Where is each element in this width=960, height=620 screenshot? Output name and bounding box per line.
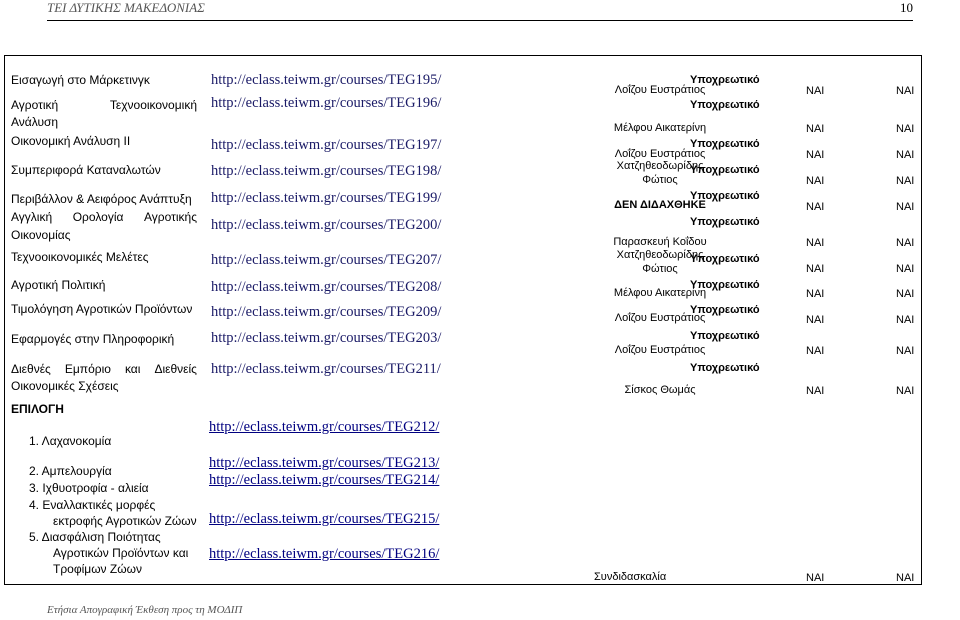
course-link[interactable]: http://eclass.teiwm.gr/courses/TEG196/ (211, 95, 442, 111)
yes-value: ΝΑΙ (896, 263, 915, 275)
course-link[interactable]: http://eclass.teiwm.gr/courses/TEG214/ (209, 472, 440, 488)
elective-item: 5. Διασφάλιση Ποιότητας (29, 530, 161, 544)
course-link[interactable]: http://eclass.teiwm.gr/courses/TEG211/ (211, 361, 441, 377)
selection-title: ΕΠΙΛΟΓΗ (11, 402, 64, 416)
professor: Λοΐζου Ευστράτιος (614, 312, 706, 324)
elective-item: 2. Αμπελουργία (29, 464, 112, 478)
course-name: Αγροτική Πολιτική (11, 278, 106, 292)
professor: Λοΐζου Ευστράτιος (614, 148, 706, 160)
course-type: Υποχρεωτικό (690, 330, 760, 342)
professor: Σίσκος Θωμάς (624, 384, 696, 396)
elective-item: 1. Λαχανοκομία (29, 434, 112, 448)
yes-value: ΝΑΙ (806, 288, 825, 300)
elective-item-line: Τροφίμων Ζώων (53, 562, 142, 576)
course-link[interactable]: http://eclass.teiwm.gr/courses/TEG213/ (209, 455, 440, 471)
course-word: Διεθνείς (154, 362, 197, 376)
yes-value: ΝΑΙ (806, 237, 825, 249)
course-type: Υποχρεωτικό (690, 253, 760, 265)
yes-value: ΝΑΙ (896, 201, 915, 213)
yes-value: ΝΑΙ (896, 314, 915, 326)
professor: Συνδιδασκαλία (594, 571, 667, 583)
yes-value: ΝΑΙ (806, 85, 825, 97)
course-word: Ορολογία (72, 210, 124, 224)
professor: Χατζηθεοδωρίδης (616, 160, 704, 172)
yes-value: ΝΑΙ (896, 123, 915, 135)
professor-line: Φώτιος (642, 174, 678, 186)
course-link[interactable]: http://eclass.teiwm.gr/courses/TEG207/ (211, 252, 442, 268)
yes-value: ΝΑΙ (896, 237, 915, 249)
course-link[interactable]: http://eclass.teiwm.gr/courses/TEG200/ (211, 217, 442, 233)
course-word: Τεχνοοικονομική (109, 98, 197, 112)
course-type: Υποχρεωτικό (690, 216, 760, 228)
yes-value: ΝΑΙ (896, 572, 915, 584)
page-footer: Ετήσια Απογραφική Έκθεση προς τη ΜΟΔΙΠ (47, 604, 243, 616)
professor: Μέλφου Αικατερίνη (613, 287, 707, 299)
yes-value: ΝΑΙ (896, 385, 915, 397)
course-link[interactable]: http://eclass.teiwm.gr/courses/TEG215/ (209, 511, 440, 527)
course-type: Υποχρεωτικό (690, 304, 760, 316)
yes-value: ΝΑΙ (896, 85, 915, 97)
course-link[interactable]: http://eclass.teiwm.gr/courses/TEG209/ (211, 304, 442, 320)
yes-value: ΝΑΙ (896, 175, 915, 187)
page-header (47, 0, 913, 18)
course-name: Εφαρμογές στην Πληροφορική (11, 332, 175, 346)
course-word: και (124, 362, 141, 376)
professor-line: Φώτιος (642, 263, 678, 275)
course-type: Υποχρεωτικό (690, 74, 760, 86)
course-word: Αγγλική (11, 210, 53, 224)
course-type: Υποχρεωτικό (690, 279, 760, 291)
course-name: Οικονομική Ανάλυση ΙΙ (11, 134, 131, 148)
course-name-line: Οικονομίας (11, 228, 71, 242)
yes-value: ΝΑΙ (896, 149, 915, 161)
yes-value: ΝΑΙ (896, 345, 915, 357)
course-name: Τεχνοοικονομικές Μελέτες (11, 250, 149, 264)
yes-value: ΝΑΙ (806, 385, 825, 397)
course-link[interactable]: http://eclass.teiwm.gr/courses/TEG198/ (211, 163, 442, 179)
yes-value: ΝΑΙ (806, 123, 825, 135)
course-link[interactable]: http://eclass.teiwm.gr/courses/TEG208/ (211, 279, 442, 295)
course-link[interactable]: http://eclass.teiwm.gr/courses/TEG199/ (211, 190, 442, 206)
institution-name: ΤΕΙ ΔΥΤΙΚΗΣ ΜΑΚΕΔΟΝΙΑΣ (47, 0, 205, 15)
course-type: Υποχρεωτικό (690, 138, 760, 150)
course-name: Τιμολόγηση Αγροτικών Προϊόντων (11, 302, 193, 316)
elective-item-line: Αγροτικών Προϊόντων και (53, 546, 189, 560)
course-name: Περιβάλλον & Αειφόρος Ανάπτυξη (11, 192, 192, 206)
yes-value: ΝΑΙ (896, 288, 915, 300)
course-name-line: Οικονομικές Σχέσεις (11, 379, 119, 393)
course-type: Υποχρεωτικό (690, 164, 760, 176)
course-word: Αγροτική (11, 98, 59, 112)
course-name: Συμπεριφορά Καταναλωτών (11, 163, 161, 177)
course-type: Υποχρεωτικό (690, 99, 760, 111)
professor: Μέλφου Αικατερίνη (613, 122, 707, 134)
course-word: Εμπόριο (64, 362, 111, 376)
yes-value: ΝΑΙ (806, 175, 825, 187)
yes-value: ΝΑΙ (806, 314, 825, 326)
page-number: 10 (900, 0, 913, 15)
course-link[interactable]: http://eclass.teiwm.gr/courses/TEG203/ (211, 330, 442, 346)
header-divider (47, 20, 913, 21)
professor: Λοΐζου Ευστράτιος (614, 84, 706, 96)
course-link[interactable]: http://eclass.teiwm.gr/courses/TEG212/ (209, 419, 440, 435)
yes-value: ΝΑΙ (806, 345, 825, 357)
elective-item: 4. Εναλλακτικές μορφές (29, 498, 156, 512)
yes-value: ΝΑΙ (806, 201, 825, 213)
course-link[interactable]: http://eclass.teiwm.gr/courses/TEG195/ (211, 72, 442, 88)
course-name (11, 362, 197, 377)
course-name: Εισαγωγή στο Μάρκετινγκ (11, 73, 150, 87)
course-link[interactable]: http://eclass.teiwm.gr/courses/TEG197/ (211, 137, 442, 153)
course-name (11, 210, 197, 225)
elective-item: 3. Ιχθυοτροφία - αλιεία (29, 481, 149, 495)
yes-value: ΝΑΙ (806, 572, 825, 584)
course-word: Διεθνές (11, 362, 51, 376)
professor: ΔΕΝ ΔΙΔΑΧΘΗΚΕ (614, 199, 706, 211)
yes-value: ΝΑΙ (806, 263, 825, 275)
professor: Χατζηθεοδωρίδης (616, 249, 704, 261)
course-name (11, 98, 197, 113)
course-link[interactable]: http://eclass.teiwm.gr/courses/TEG216/ (209, 546, 440, 562)
professor: Λοΐζου Ευστράτιος (614, 344, 706, 356)
course-type: Υποχρεωτικό (690, 190, 760, 202)
course-word: Αγροτικής (144, 210, 197, 224)
professor: Παρασκευή Κοΐδου (613, 236, 707, 248)
course-type: Υποχρεωτικό (690, 362, 760, 374)
elective-item-line: εκτροφής Αγροτικών Ζώων (53, 514, 197, 528)
course-name-line: Ανάλυση (11, 115, 59, 129)
yes-value: ΝΑΙ (806, 149, 825, 161)
